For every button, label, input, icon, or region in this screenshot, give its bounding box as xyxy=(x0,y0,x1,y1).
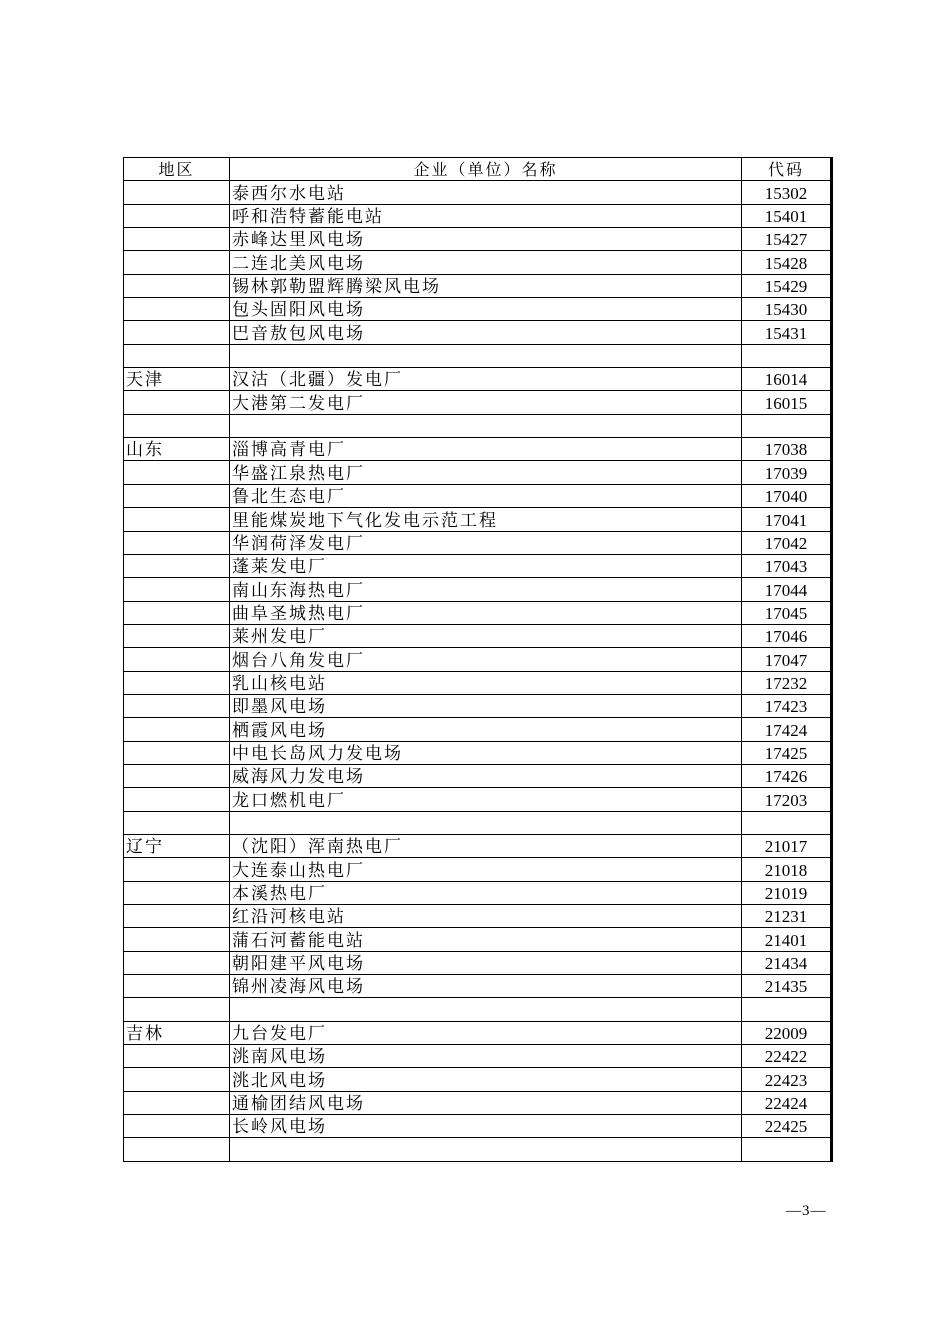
code-cell xyxy=(742,998,832,1021)
table-row xyxy=(124,461,832,484)
region-cell xyxy=(124,298,230,321)
enterprise-name-cell xyxy=(230,414,742,437)
region-cell xyxy=(124,204,230,227)
code-cell: 21231 xyxy=(742,905,832,928)
table-row xyxy=(124,1115,832,1138)
enterprise-name-cell: 红沿河核电站 xyxy=(230,905,742,928)
enterprise-name-cell: 中电长岛风力发电场 xyxy=(230,741,742,764)
enterprise-name-cell: 通榆团结风电场 xyxy=(230,1091,742,1114)
header-region: 地区 xyxy=(124,158,230,181)
table-row xyxy=(124,998,832,1021)
region-cell xyxy=(124,648,230,671)
code-cell: 22009 xyxy=(742,1021,832,1044)
code-cell: 17232 xyxy=(742,671,832,694)
code-cell: 15428 xyxy=(742,251,832,274)
code-cell: 16015 xyxy=(742,391,832,414)
region-cell xyxy=(124,881,230,904)
region-cell xyxy=(124,321,230,344)
region-cell xyxy=(124,624,230,647)
table-row xyxy=(124,648,832,671)
code-cell: 21018 xyxy=(742,858,832,881)
region-cell xyxy=(124,951,230,974)
enterprise-name-cell: 九台发电厂 xyxy=(230,1021,742,1044)
code-cell: 15427 xyxy=(742,228,832,251)
code-cell: 15430 xyxy=(742,298,832,321)
header-enterprise-name: 企业（单位）名称 xyxy=(230,158,742,181)
header-code: 代码 xyxy=(742,158,832,181)
table-row xyxy=(124,508,832,531)
code-cell: 17045 xyxy=(742,601,832,624)
page-number: —3— xyxy=(786,1203,827,1219)
code-cell: 17044 xyxy=(742,578,832,601)
enterprise-name-cell: 曲阜圣城热电厂 xyxy=(230,601,742,624)
enterprise-name-cell: 大连泰山热电厂 xyxy=(230,858,742,881)
enterprise-name-cell: 龙口燃机电厂 xyxy=(230,788,742,811)
table-row xyxy=(124,764,832,787)
enterprise-name-cell: 锡林郭勒盟辉腾梁风电场 xyxy=(230,274,742,297)
enterprise-name-cell: 烟台八角发电厂 xyxy=(230,648,742,671)
table-row xyxy=(124,928,832,951)
region-cell xyxy=(124,998,230,1021)
enterprise-name-cell: 泰西尔水电站 xyxy=(230,181,742,204)
enterprise-name-cell: 锦州凌海风电场 xyxy=(230,975,742,998)
table-row xyxy=(124,718,832,741)
table-row xyxy=(124,694,832,717)
enterprise-name-cell: 长岭风电场 xyxy=(230,1115,742,1138)
region-cell xyxy=(124,531,230,554)
region-cell xyxy=(124,1115,230,1138)
region-cell: 天津 xyxy=(124,368,230,391)
enterprise-name-cell xyxy=(230,344,742,367)
enterprise-name-cell xyxy=(230,811,742,834)
code-cell: 15302 xyxy=(742,181,832,204)
enterprise-name-cell: 赤峰达里风电场 xyxy=(230,228,742,251)
region-cell xyxy=(124,274,230,297)
table-row xyxy=(124,484,832,507)
table-row xyxy=(124,204,832,227)
region-cell xyxy=(124,1138,230,1161)
code-cell: 17043 xyxy=(742,554,832,577)
table-row xyxy=(124,298,832,321)
table-row xyxy=(124,1091,832,1114)
table-row xyxy=(124,601,832,624)
enterprise-name-cell: 洮北风电场 xyxy=(230,1068,742,1091)
code-cell: 15431 xyxy=(742,321,832,344)
enterprise-name-cell: 巴音敖包风电场 xyxy=(230,321,742,344)
table-row xyxy=(124,624,832,647)
region-cell xyxy=(124,554,230,577)
table-row xyxy=(124,834,832,857)
table-row xyxy=(124,858,832,881)
region-cell xyxy=(124,975,230,998)
enterprise-name-cell: 蒲石河蓄能电站 xyxy=(230,928,742,951)
table-row xyxy=(124,531,832,554)
enterprise-name-cell: 呼和浩特蓄能电站 xyxy=(230,204,742,227)
table-row xyxy=(124,228,832,251)
code-cell: 17425 xyxy=(742,741,832,764)
region-cell: 吉林 xyxy=(124,1021,230,1044)
enterprise-name-cell: 洮南风电场 xyxy=(230,1045,742,1068)
code-cell: 15429 xyxy=(742,274,832,297)
region-cell xyxy=(124,858,230,881)
code-cell xyxy=(742,811,832,834)
region-cell xyxy=(124,928,230,951)
enterprise-name-cell: 栖霞风电场 xyxy=(230,718,742,741)
table-header-row xyxy=(124,158,832,181)
region-cell xyxy=(124,718,230,741)
enterprise-name-cell: 本溪热电厂 xyxy=(230,881,742,904)
code-cell: 15401 xyxy=(742,204,832,227)
table-row xyxy=(124,1045,832,1068)
region-cell xyxy=(124,461,230,484)
code-cell: 17039 xyxy=(742,461,832,484)
code-cell xyxy=(742,414,832,437)
enterprise-name-cell: 即墨风电场 xyxy=(230,694,742,717)
region-cell xyxy=(124,905,230,928)
code-cell: 17423 xyxy=(742,694,832,717)
region-cell xyxy=(124,811,230,834)
table-row xyxy=(124,975,832,998)
table-row xyxy=(124,1068,832,1091)
region-cell xyxy=(124,788,230,811)
code-cell: 21019 xyxy=(742,881,832,904)
code-cell: 17041 xyxy=(742,508,832,531)
enterprise-name-cell: 里能煤炭地下气化发电示范工程 xyxy=(230,508,742,531)
region-cell xyxy=(124,414,230,437)
table-row xyxy=(124,181,832,204)
code-cell: 17038 xyxy=(742,438,832,461)
region-cell: 辽宁 xyxy=(124,834,230,857)
table-row xyxy=(124,344,832,367)
enterprise-name-cell: 乳山核电站 xyxy=(230,671,742,694)
region-cell xyxy=(124,484,230,507)
enterprise-name-cell: 二连北美风电场 xyxy=(230,251,742,274)
enterprise-name-cell xyxy=(230,998,742,1021)
region-cell xyxy=(124,251,230,274)
table-row xyxy=(124,671,832,694)
code-cell: 22425 xyxy=(742,1115,832,1138)
table-row xyxy=(124,578,832,601)
code-cell: 16014 xyxy=(742,368,832,391)
region-cell xyxy=(124,694,230,717)
enterprise-name-cell: （沈阳）浑南热电厂 xyxy=(230,834,742,857)
region-cell xyxy=(124,391,230,414)
code-cell: 17046 xyxy=(742,624,832,647)
code-cell: 21435 xyxy=(742,975,832,998)
enterprise-name-cell: 汉沽（北疆）发电厂 xyxy=(230,368,742,391)
code-cell: 21017 xyxy=(742,834,832,857)
region-cell xyxy=(124,1091,230,1114)
enterprise-name-cell: 莱州发电厂 xyxy=(230,624,742,647)
table-row xyxy=(124,741,832,764)
table-row xyxy=(124,788,832,811)
code-cell: 17426 xyxy=(742,764,832,787)
code-cell: 17040 xyxy=(742,484,832,507)
enterprise-name-cell: 华润荷泽发电厂 xyxy=(230,531,742,554)
enterprise-name-cell: 包头固阳风电场 xyxy=(230,298,742,321)
region-cell xyxy=(124,601,230,624)
code-cell: 17424 xyxy=(742,718,832,741)
table-row xyxy=(124,438,832,461)
code-cell: 21434 xyxy=(742,951,832,974)
enterprise-name-cell xyxy=(230,1138,742,1161)
code-cell: 22424 xyxy=(742,1091,832,1114)
table-row xyxy=(124,251,832,274)
power-plant-code-table xyxy=(123,157,833,1162)
code-cell: 22423 xyxy=(742,1068,832,1091)
enterprise-name-cell: 蓬莱发电厂 xyxy=(230,554,742,577)
table-body xyxy=(124,181,832,1161)
table-row xyxy=(124,391,832,414)
region-cell xyxy=(124,344,230,367)
code-cell: 17042 xyxy=(742,531,832,554)
region-cell: 山东 xyxy=(124,438,230,461)
region-cell xyxy=(124,1068,230,1091)
region-cell xyxy=(124,181,230,204)
region-cell xyxy=(124,228,230,251)
code-cell: 17047 xyxy=(742,648,832,671)
enterprise-name-cell: 鲁北生态电厂 xyxy=(230,484,742,507)
code-cell: 22422 xyxy=(742,1045,832,1068)
enterprise-name-cell: 大港第二发电厂 xyxy=(230,391,742,414)
region-cell xyxy=(124,578,230,601)
table-row xyxy=(124,1138,832,1161)
code-cell xyxy=(742,1138,832,1161)
code-cell xyxy=(742,344,832,367)
region-cell xyxy=(124,741,230,764)
table-row xyxy=(124,321,832,344)
code-cell: 21401 xyxy=(742,928,832,951)
region-cell xyxy=(124,1045,230,1068)
table-row xyxy=(124,274,832,297)
region-cell xyxy=(124,671,230,694)
code-cell: 17203 xyxy=(742,788,832,811)
table-row xyxy=(124,881,832,904)
table-row xyxy=(124,905,832,928)
enterprise-name-cell: 南山东海热电厂 xyxy=(230,578,742,601)
enterprise-name-cell: 威海风力发电场 xyxy=(230,764,742,787)
table-row xyxy=(124,811,832,834)
table-row xyxy=(124,554,832,577)
region-cell xyxy=(124,508,230,531)
region-cell xyxy=(124,764,230,787)
table-row xyxy=(124,414,832,437)
table-row xyxy=(124,951,832,974)
enterprise-name-cell: 淄博高青电厂 xyxy=(230,438,742,461)
table-row xyxy=(124,368,832,391)
enterprise-name-cell: 朝阳建平风电场 xyxy=(230,951,742,974)
table-row xyxy=(124,1021,832,1044)
enterprise-name-cell: 华盛江泉热电厂 xyxy=(230,461,742,484)
